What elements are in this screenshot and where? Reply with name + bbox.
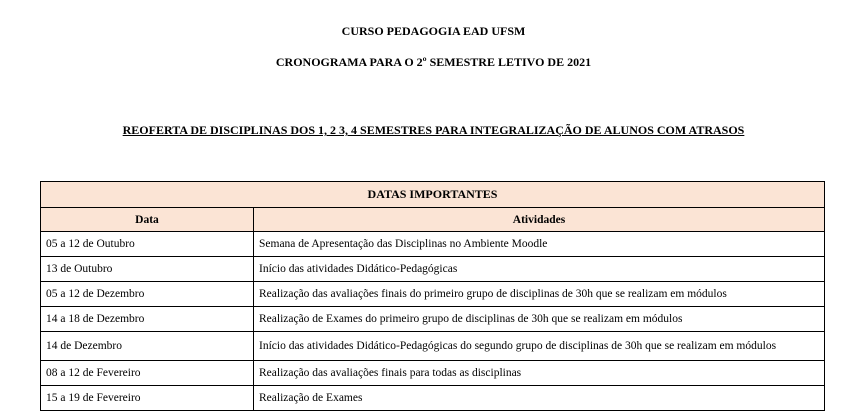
schedule-title: CRONOGRAMA PARA O 2º SEMESTRE LETIVO DE 2021	[275, 55, 592, 69]
activity-cell: Realização das avaliações finais do primeiro grupo de disciplinas de 30h que se realizam em módulos	[254, 282, 825, 307]
course-title: CURSO PEDAGOGIA EAD UFSM	[341, 24, 526, 38]
important-dates-table	[40, 181, 825, 411]
table-row	[41, 282, 825, 307]
table-title-row	[41, 182, 825, 208]
table-row	[41, 332, 825, 361]
activity-cell: Início das atividades Didático-Pedagógicas do segundo grupo de disciplinas de 30h que se realizam em módulos	[254, 332, 825, 361]
date-cell: 14 de Dezembro	[41, 332, 254, 361]
reoffer-subtitle: REOFERTA DE DISCIPLINAS DOS 1, 2 3, 4 SEMESTRES PARA INTEGRALIZAÇÃO DE ALUNOS COM ATRASOS	[122, 123, 745, 137]
table-row	[41, 232, 825, 257]
activity-cell: Realização de Exames do primeiro grupo de disciplinas de 30h que se realizam em módulos	[254, 307, 825, 332]
table-title: DATAS IMPORTANTES	[41, 182, 825, 208]
table-row	[41, 361, 825, 386]
table-row	[41, 307, 825, 332]
activity-cell: Realização das avaliações finais para todas as disciplinas	[254, 361, 825, 386]
date-cell: 15 a 19 de Fevereiro	[41, 386, 254, 411]
date-cell: 05 a 12 de Dezembro	[41, 282, 254, 307]
activity-cell: Semana de Apresentação das Disciplinas no Ambiente Moodle	[254, 232, 825, 257]
date-cell: 13 de Outubro	[41, 257, 254, 282]
activity-cell: Realização de Exames	[254, 386, 825, 411]
table-header-row	[41, 208, 825, 232]
activity-cell: Início das atividades Didático-Pedagógicas	[254, 257, 825, 282]
date-cell: 08 a 12 de Fevereiro	[41, 361, 254, 386]
table-row	[41, 386, 825, 411]
column-header-date: Data	[41, 208, 254, 232]
date-cell: 05 a 12 de Outubro	[41, 232, 254, 257]
date-cell: 14 a 18 de Dezembro	[41, 307, 254, 332]
table-row	[41, 257, 825, 282]
column-header-activities: Atividades	[254, 208, 825, 232]
